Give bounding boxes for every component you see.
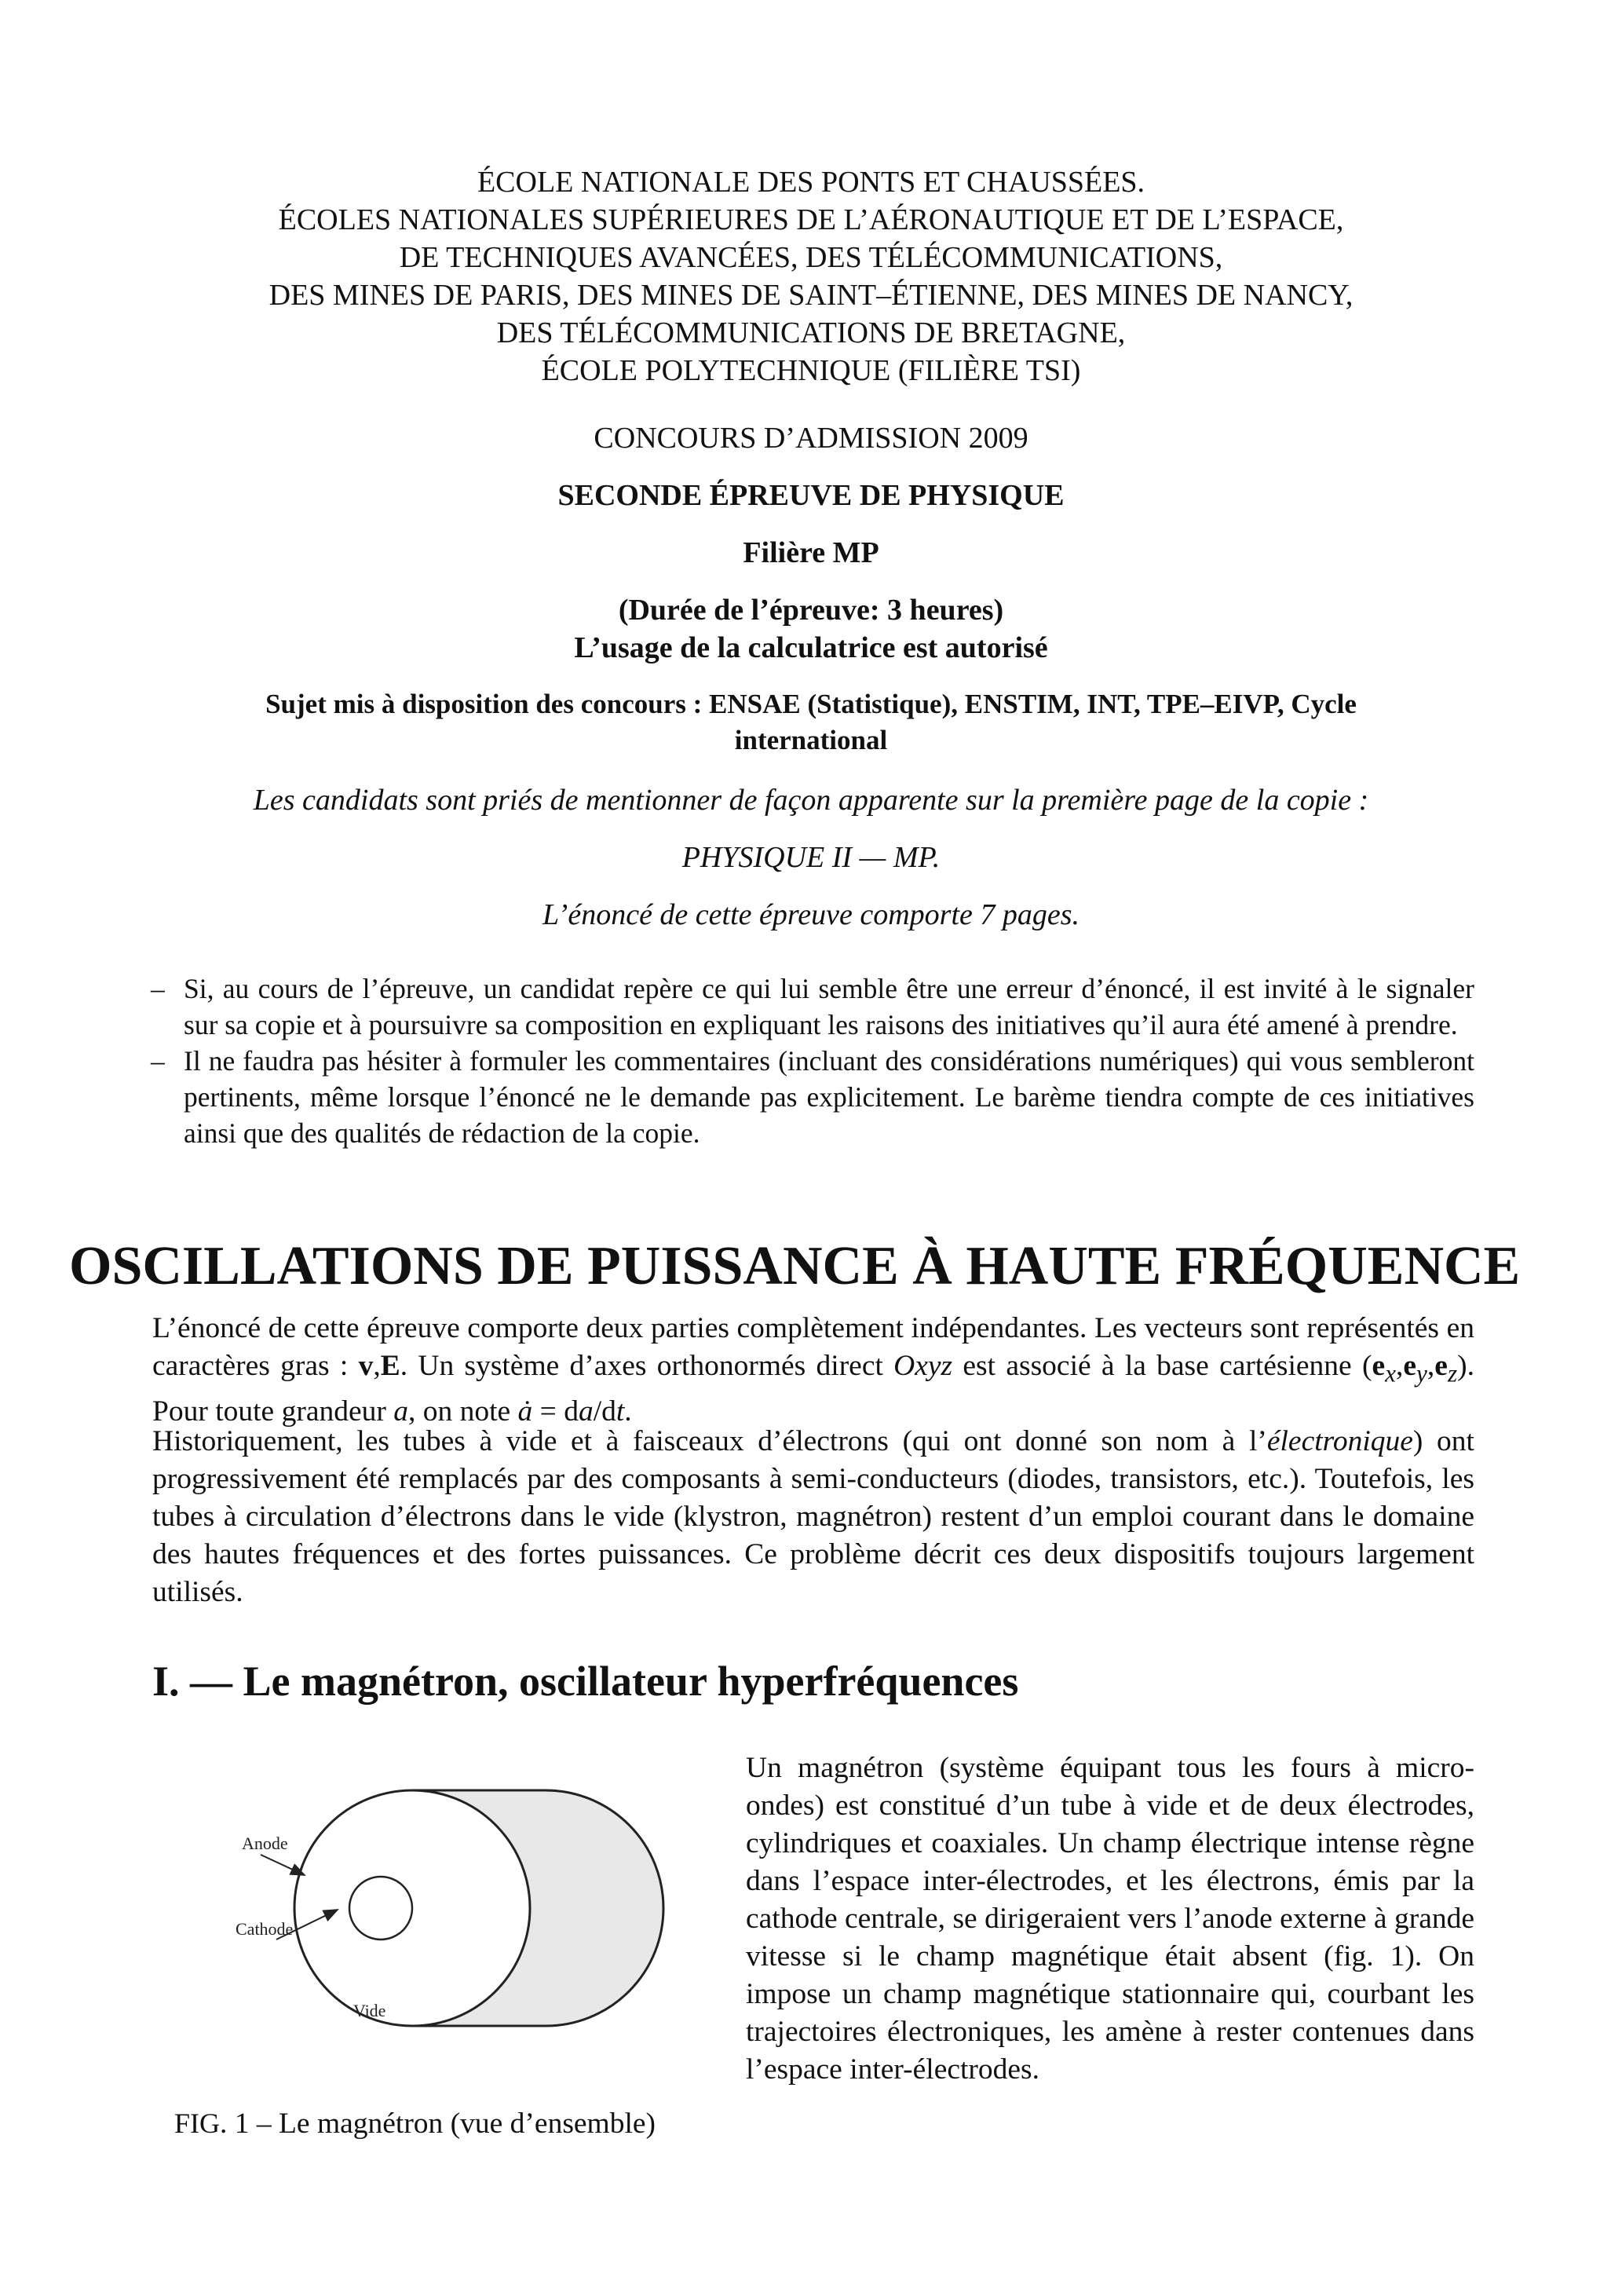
intro-text: Historiquement, les tubes à vide et à faisceaux d’électrons (qui ont donné son nom à l’ xyxy=(152,1425,1267,1457)
section-title: I. — Le magnétron, oscillateur hyperfréquences xyxy=(152,1658,1019,1705)
vide-label: Vide xyxy=(353,2001,386,2020)
instruction-text: Il ne faudra pas hésiter à formuler les commentaires (incluant des considérations numériques) qui vous sembleront pertinents, même lorsque l’énoncé ne le demande pas explicitement. Le barème tiendra compte de ces initiatives ainsi que des qualités de rédaction de la copie. xyxy=(184,1045,1474,1149)
basis-vector: e xyxy=(1372,1350,1386,1382)
caption-text: . 1 – Le magnétron (vue d’ensemble) xyxy=(220,2108,656,2140)
intro-paragraph-2 xyxy=(152,1423,1474,1611)
header-line: ÉCOLE NATIONALE DES PONTS ET CHAUSSÉES. xyxy=(477,166,1145,199)
physique-mention: PHYSIQUE II — MP. xyxy=(681,841,941,874)
enonce-pages: L’énoncé de cette épreuve comporte 7 pages. xyxy=(542,898,1080,931)
intro-paragraph-1 xyxy=(152,1310,1474,1431)
punct: , xyxy=(373,1350,381,1382)
figure-caption xyxy=(174,2104,656,2143)
variable-a: a xyxy=(393,1395,408,1428)
intro-text: . Pour toute grandeur xyxy=(152,1350,1474,1428)
punct: , xyxy=(1396,1350,1404,1382)
equation-part: /d xyxy=(593,1395,616,1428)
header-institutions xyxy=(0,163,1622,389)
intro-text: ) ont progressivement été remplacés par des composants à semi-conducteurs (diodes, transistors, etc.). Toutefois, les tubes à circulation d’électrons dans le vide (klystron, magnétron) restent d’un emploi courant dans le domaine des hautes fréquences et des fortes puissances. Ce problème décrit ces deux dispositifs toujours largement utilisés. xyxy=(152,1425,1474,1608)
list-item xyxy=(151,971,1474,1043)
sujet-line: Sujet mis à disposition des concours : ENSAE (Statistique), ENSTIM, INT, TPE–EIVP, Cycle xyxy=(265,689,1357,719)
bullet-dash: – xyxy=(151,973,165,1004)
header-line: DES MINES DE PARIS, DES MINES DE SAINT–ÉTIENNE, DES MINES DE NANCY, xyxy=(269,279,1353,312)
cathode-label: Cathode xyxy=(236,1919,294,1939)
header-line: DE TECHNIQUES AVANCÉES, DES TÉLÉCOMMUNICATIONS, xyxy=(399,241,1223,274)
basis-vector: e xyxy=(1434,1350,1448,1382)
punct: , xyxy=(1427,1350,1435,1382)
sujet-line: international xyxy=(734,725,888,755)
sujet-block xyxy=(0,686,1622,759)
intro-text: est associé à la base cartésienne xyxy=(952,1350,1362,1382)
main-title: OSCILLATIONS DE PUISSANCE À HAUTE FRÉQUENCE xyxy=(69,1236,1521,1296)
anode-arrow xyxy=(261,1855,305,1875)
caption-fig: FIG xyxy=(174,2108,221,2139)
punct: ( xyxy=(1361,1350,1372,1382)
header-line: ÉCOLE POLYTECHNIQUE (FILIÈRE TSI) xyxy=(541,354,1081,387)
vector-v: v xyxy=(358,1350,374,1382)
vector-E: E xyxy=(380,1350,400,1382)
intro-text: L’énoncé de cette épreuve comporte deux parties complètement indépendantes. Les vecteurs sont représentés en caractères gras : xyxy=(152,1312,1474,1382)
intro-text: . Un système d’axes orthonormés direct xyxy=(400,1350,894,1382)
punct: . xyxy=(624,1395,632,1428)
axes-oxyz: Oxyz xyxy=(893,1350,953,1382)
section1-paragraph: Un magnétron (système équipant tous les fours à micro-ondes) est constitué d’un tube à vide et de deux électrodes, cylindriques et coaxiales. Un champ électrique intense règne dans l’espace inter-électrodes, et les électrons, émis par la cathode centrale, se dirigeraient vers l’anode externe à grande vitesse si le champ magnétique était absent (fig. 1). On impose un champ magnétique stationnaire qui, courbant les trajectoires électroniques, les amène à rester contenues dans l’espace inter-électrodes. xyxy=(746,1752,1474,2086)
variable-t: t xyxy=(616,1395,625,1428)
subscript: y xyxy=(1416,1359,1427,1387)
concours-line: CONCOURS D’ADMISSION 2009 xyxy=(594,422,1028,455)
magnetron-figure xyxy=(228,1759,691,2073)
cathode-circle xyxy=(349,1877,412,1940)
header-line: ÉCOLES NATIONALES SUPÉRIEURES DE L’AÉRONAUTIQUE ET DE L’ESPACE, xyxy=(278,203,1344,236)
variable-adot: ȧ xyxy=(517,1395,533,1428)
bullet-dash: – xyxy=(151,1045,165,1077)
instructions-list xyxy=(151,971,1474,1151)
punct: ) xyxy=(1457,1350,1467,1382)
duree-line: (Durée de l’épreuve: 3 heures) xyxy=(618,594,1004,627)
subscript: x xyxy=(1385,1359,1397,1387)
filiere-line: Filière MP xyxy=(743,536,879,569)
header-line: DES TÉLÉCOMMUNICATIONS DE BRETAGNE, xyxy=(496,316,1126,349)
emphasis: électronique xyxy=(1266,1425,1413,1457)
equation-part: = d xyxy=(532,1395,579,1428)
subscript: z xyxy=(1447,1359,1458,1387)
intro-text: , on note xyxy=(407,1395,518,1428)
basis-vector: e xyxy=(1403,1350,1417,1382)
anode-label: Anode xyxy=(242,1834,288,1853)
instruction-text: Si, au cours de l’épreuve, un candidat repère ce qui lui semble être une erreur d’énoncé, il est invité à le signaler sur sa copie et à poursuivre sa composition en expliquant les raisons des initiatives qu’il aura été amené à prendre. xyxy=(184,973,1474,1040)
calculatrice-line: L’usage de la calculatrice est autorisé xyxy=(574,631,1048,664)
list-item xyxy=(151,1043,1474,1151)
variable-a: a xyxy=(578,1395,594,1428)
candidats-note: Les candidats sont priés de mentionner de façon apparente sur la première page de la copie : xyxy=(253,784,1369,817)
epreuve-title: SECONDE ÉPREUVE DE PHYSIQUE xyxy=(557,479,1065,512)
